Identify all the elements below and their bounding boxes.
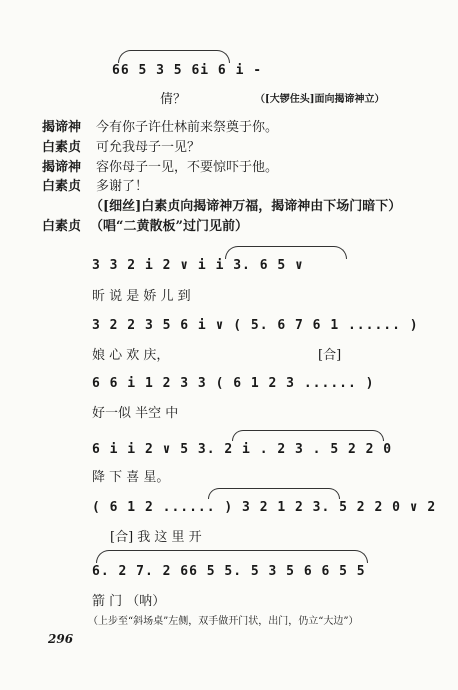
score-notation: 6 6 i 1 2 3 3 ( 6 1 2 3 ...... ) — [92, 376, 375, 391]
dialogue-line: 今有你子许仕林前来祭奠于你。 — [96, 120, 279, 135]
score-lyric: 降 下 喜 星。 — [92, 470, 170, 485]
dialogue-line: 可允我母子一见？ — [96, 140, 201, 155]
score-lyric: 娘 心 欢 庆， — [92, 348, 170, 363]
score-notation: ( 6 1 2 ...... ) 3 2 1 2 3. 5 2 2 0 ∨ 2 — [92, 500, 437, 515]
slur — [208, 488, 340, 499]
chorus-mark: [合] — [318, 348, 342, 363]
dialogue-line: 多谢了！ — [96, 179, 149, 194]
score-lyric: 好一似 半空 中 — [92, 406, 179, 421]
score-notation: 3 2 2 3 5 6 i ∨ ( 5. 6 7 6 1 ...... ) — [92, 318, 419, 333]
page-number: 296 — [48, 632, 74, 646]
top-slur — [118, 50, 230, 63]
footer-direction: （上步至“斜场桌”左侧，双手做开门状，出门，仍立“大边”） — [88, 616, 359, 627]
slur — [96, 550, 368, 563]
score-lyric: 箭 门 （呐） — [92, 594, 166, 609]
stage-direction: （[细丝]白素贞向揭谛神万福，揭谛神由下场门暗下） — [90, 199, 402, 214]
score-notation: 6 i i 2 ∨ 5 3. 2 i . 2 3 . 5 2 2 0 — [92, 442, 393, 457]
sing-instruction: （唱“二黄散板”过门见前） — [90, 219, 248, 234]
top-lyric: 倩？ — [160, 92, 187, 107]
score-notation: 6. 2 7. 2 66 5 5. 5 3 5 6 6 5 5 — [92, 564, 366, 579]
slur — [232, 430, 384, 441]
dialogue-role: 白素贞 — [42, 140, 82, 155]
score-notation: 3 3 2 i 2 ∨ i i 3. 6 5 ∨ — [92, 258, 304, 273]
sing-role: 白素贞 — [42, 219, 82, 234]
dialogue-role: 揭谛神 — [42, 160, 82, 175]
dialogue-role: 揭谛神 — [42, 120, 82, 135]
dialogue-role: 白素贞 — [42, 179, 82, 194]
top-direction: （[大锣住头]面向揭谛神立） — [255, 94, 385, 105]
dialogue-line: 容你母子一见，不要惊吓于他。 — [96, 160, 279, 175]
top-notation: 66 5 3 5 6i 6 i - — [112, 63, 263, 78]
score-lyric: 昕 说 是 娇 儿 到 — [92, 289, 191, 304]
score-lyric: [合] 我 这 里 开 — [110, 530, 202, 545]
